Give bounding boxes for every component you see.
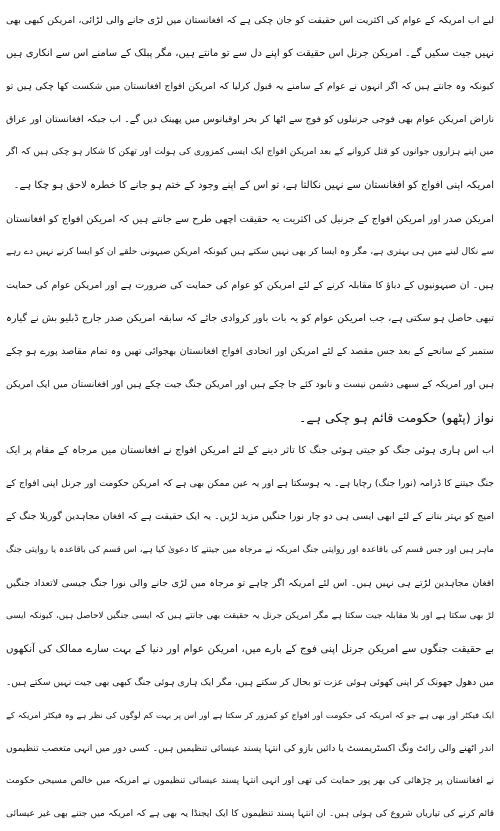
text-line: جنگ جیتنے کا ڈرامہ (نورا جنگ) رچایا ہے۔ یہ ہوسکتا ہے اور یہ عین ممکن بھی ہے کہ امریکن حکومت اور جرنل اپنی افواج کے [6, 478, 494, 490]
text-line: اب اس ہاری ہوئی جنگ کو جیتی ہوئی جنگ کا تاثر دینے کے لئے امریکن افواج نے افغانستان میں مرجاہ کے مقام پر ایک [6, 445, 494, 457]
text-line: سے نکال لینے میں ہی بہتری ہے، مگر وہ ایسا کر بھی نہیں سکتے ہیں کیونکہ امریکن صیہونی حلقے ان کو ایسا کرنے نہیں دے رہے [6, 246, 494, 257]
text-line: میں اپنے ہزاروں جوانوں کو قتل کروانے کے بعد امریکن افواج ایک ایسی کمزوری کی ہولت اور تھکن کا شکار ہو چکی ہیں کہ اگر [6, 147, 494, 158]
text-line: ہیں اور امریکہ کے سبھی دشمن نیست و نابود کئے جا چکے ہیں اور امریکن جنگ جیت چکے ہیں اور افغانستان میں ایک امریکن [6, 379, 494, 391]
text-line: افغان مجاہدین لڑتے ہی نہیں ہیں۔ اس لئے امریکہ اگر چاہے تو مرجاہ میں لڑی جانے والی نورا جنگ جیسی لاتعداد جنگیں [6, 577, 494, 589]
text-line: لیے اب امریکہ کے عوام کی اکثریت اس حقیقت کو جان چکی ہے کہ افغانستان میں لڑی جانے والی لڑائی، امریکن کبھی بھی [6, 15, 494, 26]
text-line: نے افغانستان پر چڑھائی کی بھر پور حمایت کی تھی اور انہی انتہا پسند عیسائی تنظیموں نے امریکہ میں خالص مسیحی حکومت [6, 776, 494, 787]
text-line: ناراض امریکن عوام بھی فوجی جرنیلوں کو فوج سے اٹھا کر بحر اوقیانوس میں پھینک دیں گے۔ اب جبکہ افغانستان اور عراق [6, 114, 494, 126]
text-line: لڑ بھی سکتا ہے اور بلا مقابلہ جیت سکتا ہے مگر امریکن جرنل یہ حقیقت بھی جانتے ہیں کہ ایسی جنگیں لاحاصل ہیں، کیونکہ ایسی [6, 610, 494, 621]
text-line: میں دھول جھونک کر اپنی کھوئی ہوئی عزت تو بحال کر سکتے ہیں، مگر ایک ہاری ہوئی جنگ کبھی بھی جیت نہیں سکتے ہیں۔ [6, 676, 494, 688]
text-line: بے حقیقت جنگوں سے امریکن جرنل اپنی فوج کے بارے میں، امریکن عوام اور دنیا کے بہت سارے ممالک کی آنکھوں [6, 642, 494, 655]
text-line: نواز (پٹھو) حکومت قائم ہو چکی ہے۔ [299, 410, 494, 426]
text-line: ماہر ہیں اور جس قسم کی باقاعدہ اور روایتی جنگ امریکہ نے مرجاہ میں جیتنے کا دعویٰ کیا ہے، اس قسم کی باقاعدہ یا روایتی جنگ [6, 544, 494, 555]
text-line: اندر اٹھنے والی رائٹ ونگ اکسٹریمسٹ یا دائیں بازو کی انتہا پسند عیسائی تنظیمیں ہیں۔ کسی دور میں انہی متعصب تنظیموں [6, 743, 494, 755]
text-line: ایک فیکٹر اور بھی ہے جو کہ امریکہ کی حکومت اور افواج کو کمزور کر سکتا ہے اور اس پر بہت کم لوگوں کی نظر ہے وہ فیکٹر امریکہ کے [6, 709, 494, 720]
text-line: امریکن صدر اور امریکن افواج کے جرنیل کی اکثریت یہ حقیقت اچھی طرح سے جانتے ہیں کہ امریکن افواج کو افغانستان [6, 213, 494, 225]
text-line: امریکہ اپنی افواج کو افغانستان سے نہیں نکالتا ہے، تو اس کے اپنے وجود کے ختم ہو جانے کا خطرہ لاحق ہو چکا ہے۔ [13, 180, 494, 192]
text-line: ستمبر کے سانحے کے بعد جس مقصد کے لئے امریکن اور اتحادی افواج افغانستان بھجوائی تھیں وہ تمام مقاصد پورے ہو چکے [6, 345, 494, 357]
text-line: کیونکہ وہ جانتے ہیں کہ اگر انہوں نے عوام کے سامنے یہ قبول کرلیا کہ امریکن افواج افغانستان میں شکست کھا چکی ہیں تو [6, 81, 494, 93]
text-line: قائم کرنے کی تیاریاں شروع کی ہوئی ہیں۔ ان انتہا پسند تنظیموں کا ایک ایجنڈا یہ بھی ہے کہ امریکہ میں جتنے بھی غیر عیسائی [6, 809, 494, 820]
text-line: نہیں جیت سکیں گے۔ امریکن جرنل اس حقیقت کو اپنے دل سے تو مانتے ہیں، مگر پبلک کے سامنے اس سے انکاری ہیں [6, 48, 494, 60]
text-line: امیج کو بہتر بنانے کے لئے ابھی ایسی ہی دو چار نورا جنگیں مزید لڑیں۔ یہ ایک حقیقت ہے کہ افغان مجاہدین گوریلا جنگ کے [6, 511, 494, 523]
text-line: ہیں۔ ان صیہونیوں کے دباؤ کا مقابلہ کرنے کے لئے امریکن کو عوام کی حمایت کی ضرورت ہے اور امریکن عوام کی حمایت [6, 279, 494, 291]
text-line: تبھی حاصل ہو سکتی ہے، جب امریکن عوام کو یہ بات باور کروادی جائے کہ سابقہ امریکن صدر جارج ڈبلیو بش نے گیارہ [6, 312, 494, 324]
